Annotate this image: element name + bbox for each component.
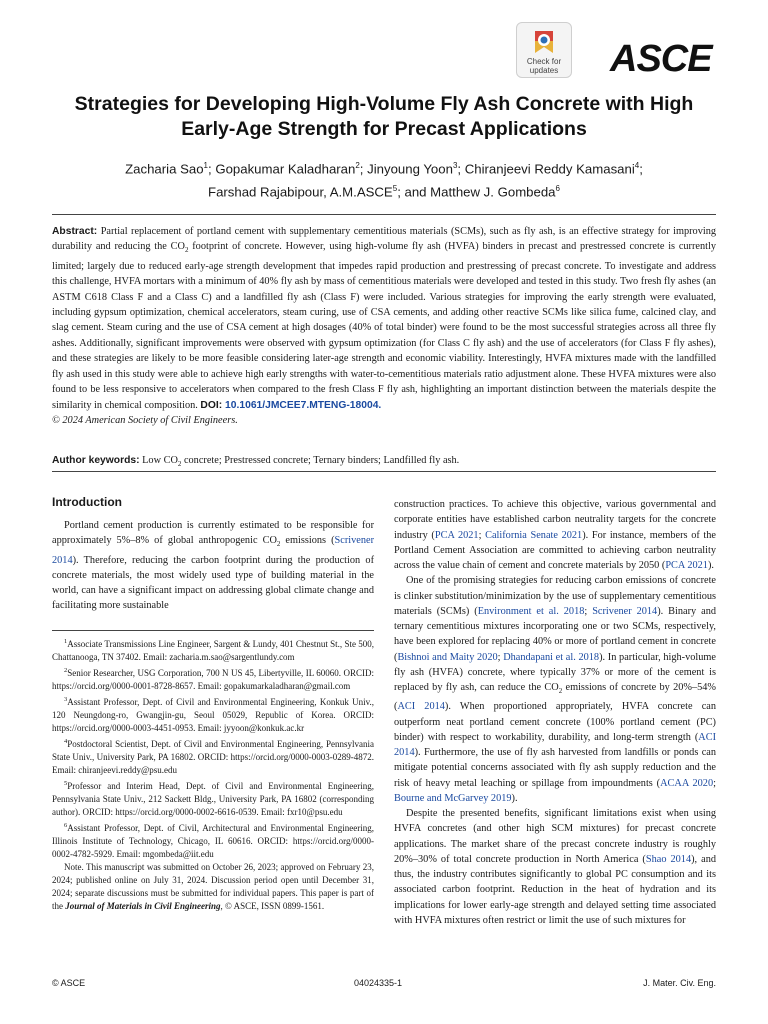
author-separator: ; <box>457 161 465 177</box>
paragraph: construction practices. To achieve this objective, various governmental and corporate entities have established carbon neutrality targets for the concrete industry (PCA 2021; California Senate 2021). For instance, members of the Portland Cement Association are committed to achieving carbon neutrality across the value chain of cement and concrete materials by 2050 (PCA 2021). <box>394 499 717 571</box>
asce-logo: ASCE <box>610 38 712 80</box>
author-name: Gopakumar Kaladharan <box>215 161 356 177</box>
footnote-rule <box>52 630 374 631</box>
abstract-bottom-rule <box>52 471 716 472</box>
footnotes <box>52 635 374 913</box>
footnote-text: Professor and Interim Head, Dept. of Civil and Environmental Engineering, Pennsylvania State Univ., 212 Sackett Bldg., University Park, PA 16802 (corresponding author). ORCID: https://orcid.org/0000-0002-6616-0539. Email: fxr10@psu.edu <box>52 781 374 817</box>
footnote <box>52 635 374 664</box>
author-affiliation-mark: 1 <box>203 161 208 170</box>
citation-link[interactable]: PCA 2021 <box>665 560 708 571</box>
citation-link[interactable]: California Senate 2021 <box>485 529 583 541</box>
author-name: Jinyoung Yoon <box>367 161 453 177</box>
keywords-text-b: concrete; Prestressed concrete; Ternary binders; Landfilled fly ash. <box>181 455 460 466</box>
footnote <box>52 735 374 777</box>
author-separator: ; <box>639 161 643 177</box>
abstract-label: Abstract: <box>52 226 98 237</box>
check-updates-label: Check for updates <box>526 57 562 75</box>
abstract-text-a: Partial replacement of portland cement with supplementary cementitious materials (SCMs), such as fly ash, is an effective strategy for improving durability and reducing the CO <box>52 226 717 253</box>
footnote-mark: 5 <box>64 780 68 787</box>
footnote-mark: 4 <box>64 738 68 745</box>
check-updates-icon <box>531 27 557 55</box>
paper-title: Strategies for Developing High-Volume Fly Ash Concrete with High Early-Age Strength for Precast Applications <box>74 93 694 140</box>
author-name: Farshad Rajabipour, A.M.ASCE <box>208 184 393 200</box>
author-keywords <box>52 453 716 472</box>
author-line-1 <box>60 156 708 179</box>
author-line-2 <box>60 179 708 202</box>
author-affiliation-mark: 6 <box>555 184 560 194</box>
author-affiliation-mark: 2 <box>355 161 360 170</box>
author-separator: ; <box>359 161 368 177</box>
doi-label: DOI: <box>200 399 223 411</box>
citation-link[interactable]: ACAA 2020 <box>660 777 714 789</box>
footnote-text: Assistant Professor, Dept. of Civil and Environmental Engineering, Konkuk Univ., 120 Neungdong-ro, Gwangjin-gu, Seoul 05029, Republic of Korea. ORCID: https://orcid.org/0000-0003-4451-0953. Email: jyyoon@konkuk.ac.kr <box>52 697 374 733</box>
footnote <box>52 664 374 693</box>
abstract-text-b: footprint of concrete. However, using high-volume fly ash (HVFA) binders in precast and prestressed concrete is currently limited; largely due to reduced early-age strength development that impedes rapid production and prestressing of precast concrete. To investigate and address this challenge, HVFA mortars with a minimum of 40% fly ash by mass of cementitious materials were developed and tested in this study. Two fresh fly ashes (an ASTM C618 Class F and a Class C) and a landfilled fly ash (Class F) were included. Various strategies for improving the early strength were evaluated, including gypsum optimization, chemical accelerators, steam curing, use of CSA cements, and adding other reactive SCMs like silica fume, calcined clay, and slag cement. Steam curing and the use of CSA cement at high dosages (40% of total binder) were found to be the most successful strategies across all three fly ashes. Additionally, significant improvements were observed with gypsum optimization (for Class C fly ash) and the use of accelerators (for Class F fly ashes), and these strategies are likely to be more feasible considering later-age strength and economic viability. Interestingly, HVFA mixtures made with the landfilled fly ash used in this study were able to achieve high early strengths with water-to-cementitious materials ratio adjustment alone. These HVFA mixtures were also found to be less responsive to accelerators when compared to the fresh Class F fly ash, highlighting an important distinction between the materials despite the similarity in chemical composition. <box>52 241 717 411</box>
footnote-text: Senior Researcher, USG Corporation, 700 N US 45, Libertyville, IL 60060. ORCID: https://orcid.org/0000-0001-8728-8657. Email: gopakumarkaladharan@gmail.com <box>52 668 374 691</box>
footer-copyright: © ASCE <box>52 978 86 988</box>
citation-link[interactable]: Scrivener 2014 <box>52 535 374 566</box>
citation-link[interactable]: ACI 2014 <box>397 701 445 713</box>
abstract-top-rule <box>52 214 716 215</box>
citation-link[interactable]: PCA 2021 <box>434 529 479 541</box>
author-separator: ; <box>397 184 405 200</box>
check-for-updates-badge[interactable] <box>516 22 572 78</box>
doi-link[interactable]: 10.1061/JMCEE7.MTENG-18004. <box>225 399 382 411</box>
footnote-text: Assistant Professor, Dept. of Civil, Architectural and Environmental Engineering, Illinois Institute of Technology, Chicago, IL 60616. ORCID: https://orcid.org/0000-0002-4782-5929. Email: mgombeda@iit.edu <box>52 823 374 859</box>
footnote <box>52 819 374 861</box>
author-name: Zacharia Sao <box>125 161 204 177</box>
paragraph: Despite the presented benefits, significant limitations exist when using HVFA concretes (and other high SCM mixtures) for precast concrete applications. The market share of the precast concrete industry is roughly 20%–30% of total concrete production in North America (Shao 2014), and thus, the industry contributes significantly to global PC consumption and its associated carbon footprint. Reduction in the heat of hydration and its implications for lower early-age strength and delayed setting time associated with HVFA mixtures often restrict or limit the use of such mixtures for <box>394 808 717 926</box>
citation-link[interactable]: Dhandapani et al. 2018 <box>503 651 600 663</box>
author-name: and Matthew J. Gombeda <box>404 184 556 200</box>
citation-link[interactable]: Scrivener 2014 <box>592 605 658 617</box>
author-separator: ; <box>207 161 216 177</box>
co2-subscript: 2 <box>184 246 189 255</box>
citation-link[interactable]: Environment et al. 2018 <box>477 605 585 617</box>
author-affiliation-mark: 4 <box>634 161 640 170</box>
author-name: Chiranjeevi Reddy Kamasani <box>464 161 635 177</box>
footnote-mark: 3 <box>64 696 68 703</box>
paragraph: Portland cement production is currently estimated to be responsible for approximately 5%–8% of global anthropogenic $CO_2$ emissions (Scrivener 2014). Therefore, reducing the carbon footprint during the production of concrete materials, the most widely used type of building material in the world, can have a significant impact on addressing global climate change and facilitating more sustainable <box>52 520 374 612</box>
footnote <box>52 777 374 819</box>
left-column-body <box>52 518 374 614</box>
author-affiliation-mark: 3 <box>452 161 458 170</box>
citation-link[interactable]: Shao 2014 <box>645 853 692 865</box>
citation-link[interactable]: Bourne and McGarvey 2019 <box>394 792 512 804</box>
keywords-subscript: 2 <box>177 460 182 469</box>
footnote <box>52 693 374 735</box>
section-heading-introduction: Introduction <box>52 495 122 509</box>
keywords-label: Author keywords: <box>52 455 140 466</box>
author-affiliation-mark: 5 <box>392 184 398 194</box>
copyright: © 2024 American Society of Civil Engineers. <box>52 414 238 426</box>
right-column-body <box>394 497 716 928</box>
footer-journal: J. Mater. Civ. Eng. <box>643 978 716 988</box>
abstract <box>52 224 716 428</box>
footnote-mark: 6 <box>64 822 68 829</box>
footnote-text: Postdoctoral Scientist, Dept. of Civil and Environmental Engineering, Pennsylvania State Univ., University Park, PA 16802. ORCID: https://orcid.org/0000-0003-0289-4872. Email: chiranjeevi.reddy@psu.edu <box>52 739 374 775</box>
paragraph: One of the promising strategies for reducing carbon emissions of concrete is clinker substitution/minimization by the use of supplementary cementitious materials (SCMs) (Environment et al. 2018; Scrivener 2014). Binary and ternary cementitious mixtures incorporating one or two SCMs, respectively, have been explored for replacing 40% or more of portland cement in concrete (Bishnoi and Maity 2020; Dhandapani et al. 2018). In particular, high-volume fly ash (HVFA) concrete, where typically 37% or more of the cement is replaced by fly ash, can reduce the $CO_2$ emissions of concrete by 20%–54% (ACI 2014). When proportioned appropriately, HVFA concrete can outperform neat portland cement concrete (100% portland cement (PC) binder) with respect to workability, durability, and long-term strength (ACI 2014). Furthermore, the use of fly ash harvested from landfills or ponds can mitigate potential concerns associated with fly ash supply reduction and the risk of heavy metal leaching or spillage from impoundments (ACAA 2020; Bourne and McGarvey 2019). <box>394 575 717 804</box>
footer-page-id: 04024335-1 <box>354 978 403 988</box>
footnote-mark: 1 <box>64 638 68 645</box>
footnote-text: Associate Transmissions Line Engineer, Sargent & Lundy, 401 Chestnut St., Ste 500, Chattanooga, TN 37402. Email: zacharia.m.sao@sargentlundy.com <box>52 639 374 662</box>
keywords-text-a: Low CO <box>142 455 178 466</box>
citation-link[interactable]: Bishnoi and Maity 2020 <box>397 651 498 663</box>
submission-note: Note. This manuscript was submitted on October 26, 2023; approved on February 23, 2024; published online on July 31, 2024. Discussion period open until December 31, 2024; separate discussions must be submitted for individual papers. This paper is part of the Journal of Materials in Civil Engineering, © ASCE, ISSN 0899-1561. <box>52 862 374 911</box>
journal-name: Journal of Materials in Civil Engineering <box>65 901 221 911</box>
author-list <box>60 156 708 203</box>
footnote-mark: 2 <box>64 667 68 674</box>
citation-link[interactable]: ACI 2014 <box>394 731 716 759</box>
